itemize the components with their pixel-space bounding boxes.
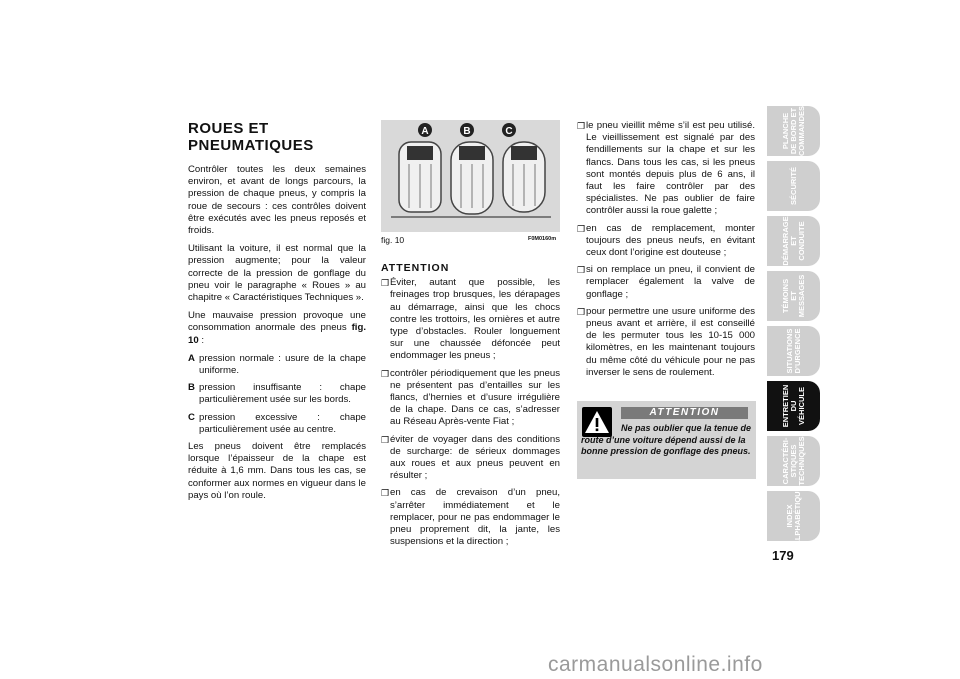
tire-a	[399, 142, 441, 212]
checkbox-bullet-icon: ❒	[381, 278, 390, 289]
tab-planche-de-bord[interactable]	[767, 106, 820, 156]
item-key: A	[188, 352, 195, 364]
bullet-text: si on remplace un pneu, il convient de remplacer également la valve de gonflage ;	[586, 264, 755, 300]
bullet-item	[577, 306, 755, 379]
checkbox-bullet-icon: ❒	[381, 488, 390, 499]
tab-label: CARACTÉRI- STIQUES TECHNIQUES	[780, 436, 806, 486]
bullet-text: pour permettre une usure uniforme des pneus avant et arrière, il est conseillé de les permuter tous les 10-15 000 kilomètres, en les maintenant toujours du même côté du véhicule pour ne pas inverser le sens de roulement.	[586, 305, 755, 378]
paragraph: Contrôler toutes les deux semaines environ, et avant de longs parcours, la pression de chaque pneus, y compris la roue de secours : ces contrôles doivent être exécutés avec les pneus reposés et froids.	[188, 164, 366, 237]
section-title: ROUES ET PNEUMATIQUES	[188, 120, 314, 154]
bullet-item	[577, 120, 755, 218]
tab-entretien[interactable]	[767, 381, 820, 431]
item-text: pression normale : usure de la chape uniforme.	[199, 352, 366, 377]
tab-caracteristiques[interactable]	[767, 436, 820, 486]
tab-label: INDEX ALPHABÉTIQUE	[784, 486, 802, 546]
column-left	[188, 120, 366, 508]
paragraph-text: :	[198, 334, 205, 346]
page-number: 179	[772, 548, 794, 563]
list-item	[188, 353, 366, 377]
tab-temoins[interactable]	[767, 271, 820, 321]
paragraph-text: Une mauvaise pression provoque une consommation anormale des pneus	[188, 310, 366, 334]
warning-box	[577, 401, 756, 479]
bullet-text: en cas de crevaison d’un pneu, s’arrêter immédiatement et le remplacer, pour ne pas endommager le pneu proprement dit, la jante, les suspensions et la direction ;	[390, 487, 560, 548]
column-middle	[381, 258, 560, 553]
warning-text: Ne pas oublier que la tenue de route d’une voiture dépend aussi de la bonne pression de gonflage des pneus.	[581, 423, 752, 456]
paragraph	[188, 310, 366, 347]
label-c: C	[505, 126, 513, 137]
item-key: B	[188, 382, 195, 394]
bullet-text: le pneu vieillit même s’il est peu utilisé. Le vieillissement est signalé par des fendillements sur la chape et sur les flancs. Dans tous les cas, si les pneus sont montés depuis plus de 6 ans, il faut les faire contrôler par des spécialistes. Ne pas oublier de faire contrôler aussi la roue galette ;	[586, 120, 755, 217]
tab-label: PLANCHE DE BORD ET COMMANDES	[780, 106, 806, 156]
bullet-item	[381, 277, 560, 362]
tire-b	[451, 142, 493, 214]
column-right	[577, 120, 755, 384]
tab-index[interactable]	[767, 486, 820, 546]
watermark: carmanualsonline.info	[548, 653, 763, 676]
bullet-item	[381, 487, 560, 548]
checkbox-bullet-icon: ❒	[577, 223, 586, 234]
checkbox-bullet-icon: ❒	[381, 368, 390, 379]
tab-securite[interactable]	[767, 161, 820, 211]
item-key: C	[188, 411, 195, 423]
tab-label: ENTRETIEN DU VÉHICULE	[780, 384, 806, 428]
checkbox-bullet-icon: ❒	[577, 121, 586, 131]
tire-wear-figure	[381, 120, 560, 232]
checkbox-bullet-icon: ❒	[577, 306, 586, 317]
tire-illustration	[381, 120, 560, 232]
warning-heading: ATTENTION	[621, 407, 748, 419]
attention-heading: ATTENTION	[381, 262, 450, 274]
checkbox-bullet-icon: ❒	[381, 434, 390, 445]
bullet-text: Éviter, autant que possible, les freinages trop brusques, les dérapages au démarrage, ainsi que les chocs contre les trottoirs, les ornières et autre type d’obstacles. Rouler longuement sur une chaussée défoncée peut endommager les pneus ;	[390, 277, 560, 362]
label-b: B	[463, 126, 471, 137]
tab-situations-urgence[interactable]	[767, 326, 820, 376]
tab-label: DÉMARRAGE ET CONDUITE	[780, 216, 806, 266]
figure-caption: fig. 10	[381, 235, 405, 245]
tab-label: SÉCURITÉ	[788, 167, 798, 205]
label-a: A	[421, 126, 429, 137]
tab-label: SITUATIONS D’URGENCE	[784, 328, 802, 374]
bullet-text: en cas de remplacement, monter toujours des pneus neufs, en évitant ceux dont l’origine est douteuse ;	[586, 222, 755, 259]
paragraph: Les pneus doivent être remplacés lorsque l’épaisseur de la chape est réduite à 1,6 mm. Dans tous les cas, se conformer aux normes en vigueur dans le pays où l’on roule.	[188, 441, 366, 501]
list-item	[188, 412, 366, 436]
figure-code: F0M0160m	[528, 236, 557, 242]
checkbox-bullet-icon: ❒	[577, 265, 586, 276]
item-text: pression excessive : chape particulièrement usée au centre.	[199, 411, 366, 435]
tab-demarrage[interactable]	[767, 216, 820, 266]
bullet-item	[577, 264, 755, 301]
tab-label: TÉMOINS ET MESSAGES	[780, 274, 806, 318]
bullet-item	[577, 223, 755, 260]
tire-c	[503, 142, 545, 212]
bullet-item	[381, 434, 560, 483]
item-text: pression insuffisante : chape particulièrement usée sur les bords.	[199, 382, 366, 406]
figure-reference: fig. 10	[188, 322, 366, 346]
bullet-item	[381, 368, 560, 429]
paragraph: Utilisant la voiture, il est normal que la pression augmente; pour la valeur correcte de la pression de gonflage du pneu voir le paragraphe « Roues » au chapitre « Caractéristiques Techniques ».	[188, 243, 366, 304]
list-item	[188, 382, 366, 406]
bullet-text: contrôler périodiquement que les pneus ne présentent pas d’entailles sur les flancs, d’hernies et d’usure irrégulière de la chape. Dans ce cas, s’adresser au Réseau Après-vente Fiat ;	[390, 367, 560, 428]
bullet-text: éviter de voyager dans des conditions de surcharge: de sérieux dommages aux roues et aux pneus peuvent en résulter ;	[390, 433, 560, 482]
